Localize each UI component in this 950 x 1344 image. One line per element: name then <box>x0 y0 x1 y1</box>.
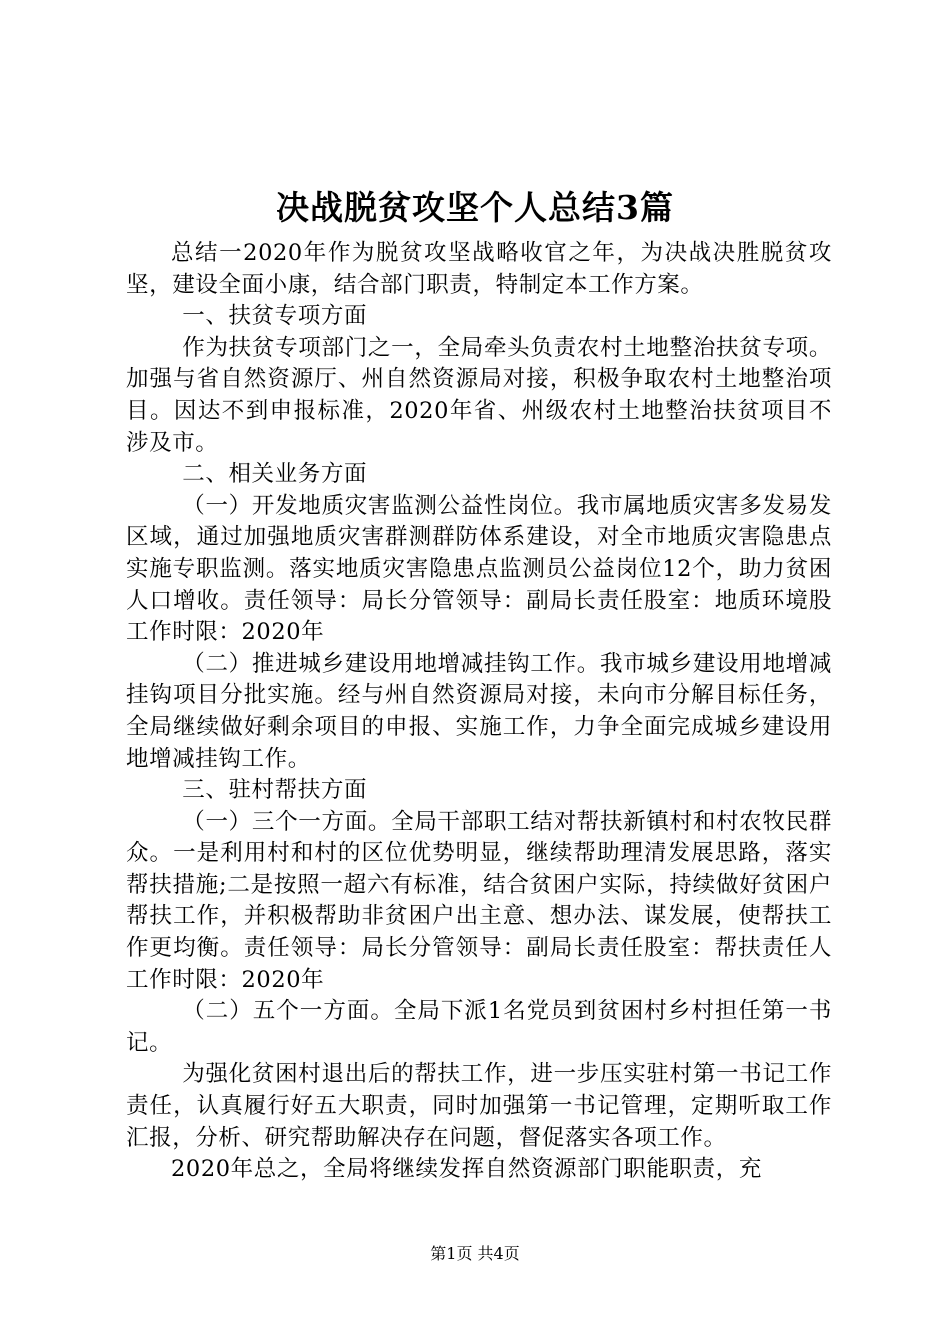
paragraph-first-secretary: 为强化贫困村退出后的帮扶工作，进一步压实驻村第一书记工作责任，认真履行好五大职责，同时加强第一书记管理，定期听取工作汇报，分析、研究帮助解决存在问题，督促落实各项工作。 <box>126 1061 832 1151</box>
section-heading-village-assistance: 三、驻村帮扶方面 <box>182 777 368 804</box>
paragraph-three-ones: （一）三个一方面。全局干部职工结对帮扶新镇村和村农牧民群众。一是利用村和村的区位优势明显，继续帮助理清发展思路，落实帮扶措施;二是按照一超六有标准，结合贫困户实际，持续做好贫困户帮扶工作，并积极帮助非贫困户出主意、想办法、谋发展，使帮扶工作更均衡。责任领导：局长分管领导：副局长责任股室：帮扶责任人工作时限：2020年 <box>126 808 832 993</box>
paragraph-five-ones: （二）五个一方面。全局下派1名党员到贫困村乡村担任第一书记。 <box>126 998 832 1056</box>
document-body <box>126 238 832 1186</box>
paragraph-poverty-special: 作为扶贫专项部门之一，全局牵头负责农村土地整治扶贫专项。加强与省自然资源厅、州自然资源局对接，积极争取农村土地整治项目。因达不到申报标准，2020年省、州级农村土地整治扶贫项目不涉及市。 <box>126 334 832 456</box>
page-number-footer: 第1页 共4页 <box>430 1244 520 1263</box>
paragraph-conclusion: 2020年总之，全局将继续发挥自然资源部门职能职责，充 <box>171 1156 762 1183</box>
section-heading-related-business: 二、相关业务方面 <box>182 461 368 488</box>
paragraph-geohazard-posts: （一）开发地质灾害监测公益性岗位。我市属地质灾害多发易发区域，通过加强地质灾害群测群防体系建设，对全市地质灾害隐患点实施专职监测。落实地质灾害隐患点监测员公益岗位12个，助力贫困人口增收。责任领导：局长分管领导：副局长责任股室：地质环境股工作时限：2020年 <box>126 492 832 646</box>
section-heading-poverty-special: 一、扶贫专项方面 <box>182 303 368 330</box>
document-title: 决战脱贫攻坚个人总结3篇 <box>276 188 674 227</box>
paragraph-intro: 总结一2020年作为脱贫攻坚战略收官之年，为决战决胜脱贫攻坚，建设全面小康，结合部门职责，特制定本工作方案。 <box>126 240 832 298</box>
paragraph-land-linkage: （二）推进城乡建设用地增减挂钩工作。我市城乡建设用地增减挂钩项目分批实施。经与州自然资源局对接，未向市分解目标任务，全局继续做好剩余项目的申报、实施工作，力争全面完成城乡建设用地增减挂钩工作。 <box>126 650 832 772</box>
